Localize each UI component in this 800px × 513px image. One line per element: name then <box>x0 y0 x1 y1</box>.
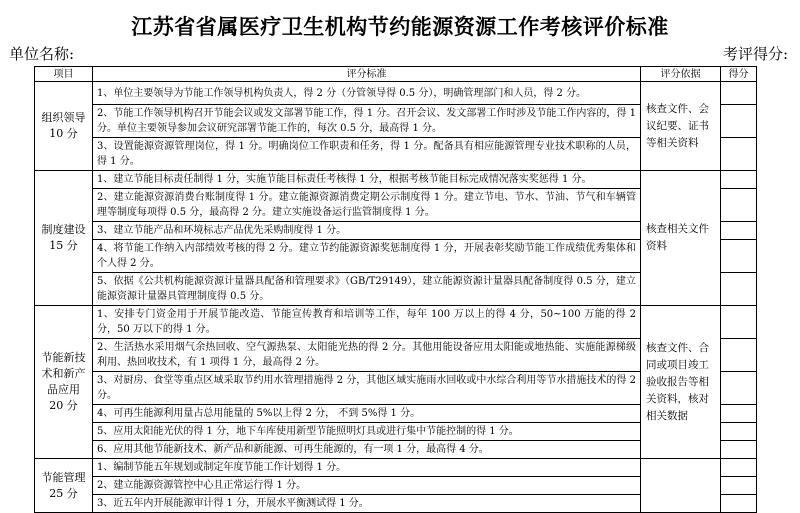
category-name: 节能管理 <box>41 470 86 484</box>
criteria-cell: 1、编制节能五年规划或制定年度节能工作计划得 1 分。 <box>93 459 641 477</box>
header-basis: 评分依据 <box>641 67 721 82</box>
category-name-line: 术和新产 <box>41 367 86 380</box>
category-cell <box>35 306 93 459</box>
score-cell[interactable] <box>721 459 757 477</box>
criteria-cell: 6、应用其他节能新技术、新产品和新能源、可再生能源的，有一项 1 分，最高得 4 分。 <box>93 441 641 459</box>
criteria-cell: 4、将节能工作纳入内部绩效考核的得 2 分。建立节约能源资源奖惩制度得 1 分，开展表彰奖励节能工作成绩优秀集体和个人得 2 分。 <box>93 240 641 273</box>
category-name-line: 节能新技 <box>41 351 86 364</box>
score-cell[interactable] <box>721 372 757 405</box>
table-row <box>35 459 757 477</box>
basis-cell: 核查文件、会议纪要、证书等相关资料 <box>641 82 721 171</box>
table-row <box>35 82 757 105</box>
criteria-cell: 3、设置能源资源管理岗位，得 1 分。明确岗位工作职责和任务，得 1 分。配备具有相应能源管理专业技术职称的人员，得 1 分。 <box>93 138 641 171</box>
category-cell <box>35 82 93 171</box>
category-name: 制度建设 <box>41 223 86 236</box>
criteria-cell: 5、应用太阳能光伏的得 1 分，地下车库使用新型节能照明灯具或进行集中节能控制的得 1 分。 <box>93 423 641 441</box>
table-row <box>35 306 757 339</box>
score-cell[interactable] <box>721 495 757 513</box>
criteria-cell: 2、建立能源资源消费台账制度得 1 分。建立能源资源消费定期公示制度得 1 分。建立节电、节水、节油、节气和车辆管理等制度每项得 0.5 分，最高得 2 分。建立实施设备运行监管制度得 1 分。 <box>93 189 641 222</box>
criteria-cell: 1、单位主要领导为节能工作领导机构负责人，得 2 分（分管领导得 0.5 分），明确管理部门和人员，得 2 分。 <box>93 82 641 105</box>
criteria-cell: 2、生活热水采用烟气余热回收、空气源热泵、太阳能光热的得 2 分。其他用能设备应用太阳能或地热能、实施能源梯级利用、热回收技术，有 1 项得 1 分，最高得 2 分。 <box>93 339 641 372</box>
score-cell[interactable] <box>721 105 757 138</box>
unit-name-label: 单位名称: <box>9 45 75 63</box>
score-cell[interactable] <box>721 171 757 189</box>
evaluation-table <box>34 66 757 513</box>
score-cell[interactable] <box>721 189 757 222</box>
category-points: 20 分 <box>49 399 78 412</box>
basis-cell: 核查相关文件资料 <box>641 171 721 306</box>
category-points: 15 分 <box>49 239 78 252</box>
score-cell[interactable] <box>721 273 757 306</box>
category-cell <box>35 171 93 306</box>
criteria-cell: 3、对厨房、食堂等重点区域采取节约用水管理措施得 2 分，其他区域实施雨水回收或中水综合利用等节水措施技术的得 2 分。 <box>93 372 641 405</box>
category-name-line: 品应用 <box>47 383 80 396</box>
header-criteria: 评分标准 <box>93 67 641 82</box>
header-score: 得分 <box>721 67 757 82</box>
table-row <box>35 171 757 189</box>
score-cell[interactable] <box>721 441 757 459</box>
criteria-cell: 2、节能工作领导机构召开节能会议或发文部署节能工作，得 1 分。召开会议、发文部署工作时涉及节能工作内容的，得 1 分。单位主要领导参加会议研究部署节能工作的，每次 0.5 分，最高得 1 分。 <box>93 105 641 138</box>
criteria-cell: 1、安排专门资金用于开展节能改造、节能宣传教育和培训等工作，每年 100 万以上的得 4 分，50~100 万能的得 2 分，50 万以下的得 1 分。 <box>93 306 641 339</box>
score-cell[interactable] <box>721 222 757 240</box>
score-cell[interactable] <box>721 306 757 339</box>
score-cell[interactable] <box>721 477 757 495</box>
criteria-cell: 1、建立节能目标责任制得 1 分，实施节能目标责任考核得 1 分，根据考核节能目标完成情况落实奖惩得 1 分。 <box>93 171 641 189</box>
category-points: 10 分 <box>49 127 78 140</box>
category-cell <box>35 459 93 513</box>
criteria-cell: 5、依据《公共机构能源资源计量器具配备和管理要求》（GB/T29149），建立能源资源计量器具配备制度得 0.5 分，建立能源资源计量器具管理制度得 0.5 分。 <box>93 273 641 306</box>
header-item: 项目 <box>35 67 93 82</box>
category-name: 组织领导 <box>41 111 86 124</box>
score-cell[interactable] <box>721 423 757 441</box>
basis-cell <box>641 459 721 513</box>
score-cell[interactable] <box>721 405 757 423</box>
criteria-cell: 3、近五年内开展能源审计得 1 分，开展水平衡测试得 1 分。 <box>93 495 641 513</box>
criteria-cell: 4、可再生能源利用量占总用能量的 5%以上得 2 分， 不到 5%得 1 分。 <box>93 405 641 423</box>
basis-cell: 核查文件、合同或项目竣工验收报告等相关资料，核对相关数据 <box>641 306 721 459</box>
score-cell[interactable] <box>721 240 757 273</box>
criteria-cell: 2、建立能源资源管控中心且正常运行得 1 分。 <box>93 477 641 495</box>
score-label: 考评得分: <box>722 45 788 63</box>
score-cell[interactable] <box>721 339 757 372</box>
score-cell[interactable] <box>721 138 757 171</box>
score-cell[interactable] <box>721 82 757 105</box>
table-header-row <box>35 67 757 82</box>
criteria-cell: 3、建立节能产品和环境标志产品优先采购制度得 1 分。 <box>93 222 641 240</box>
category-points: 25 分 <box>49 486 78 500</box>
document-title: 江苏省省属医疗卫生机构节约能源资源工作考核评价标准 <box>131 15 669 39</box>
